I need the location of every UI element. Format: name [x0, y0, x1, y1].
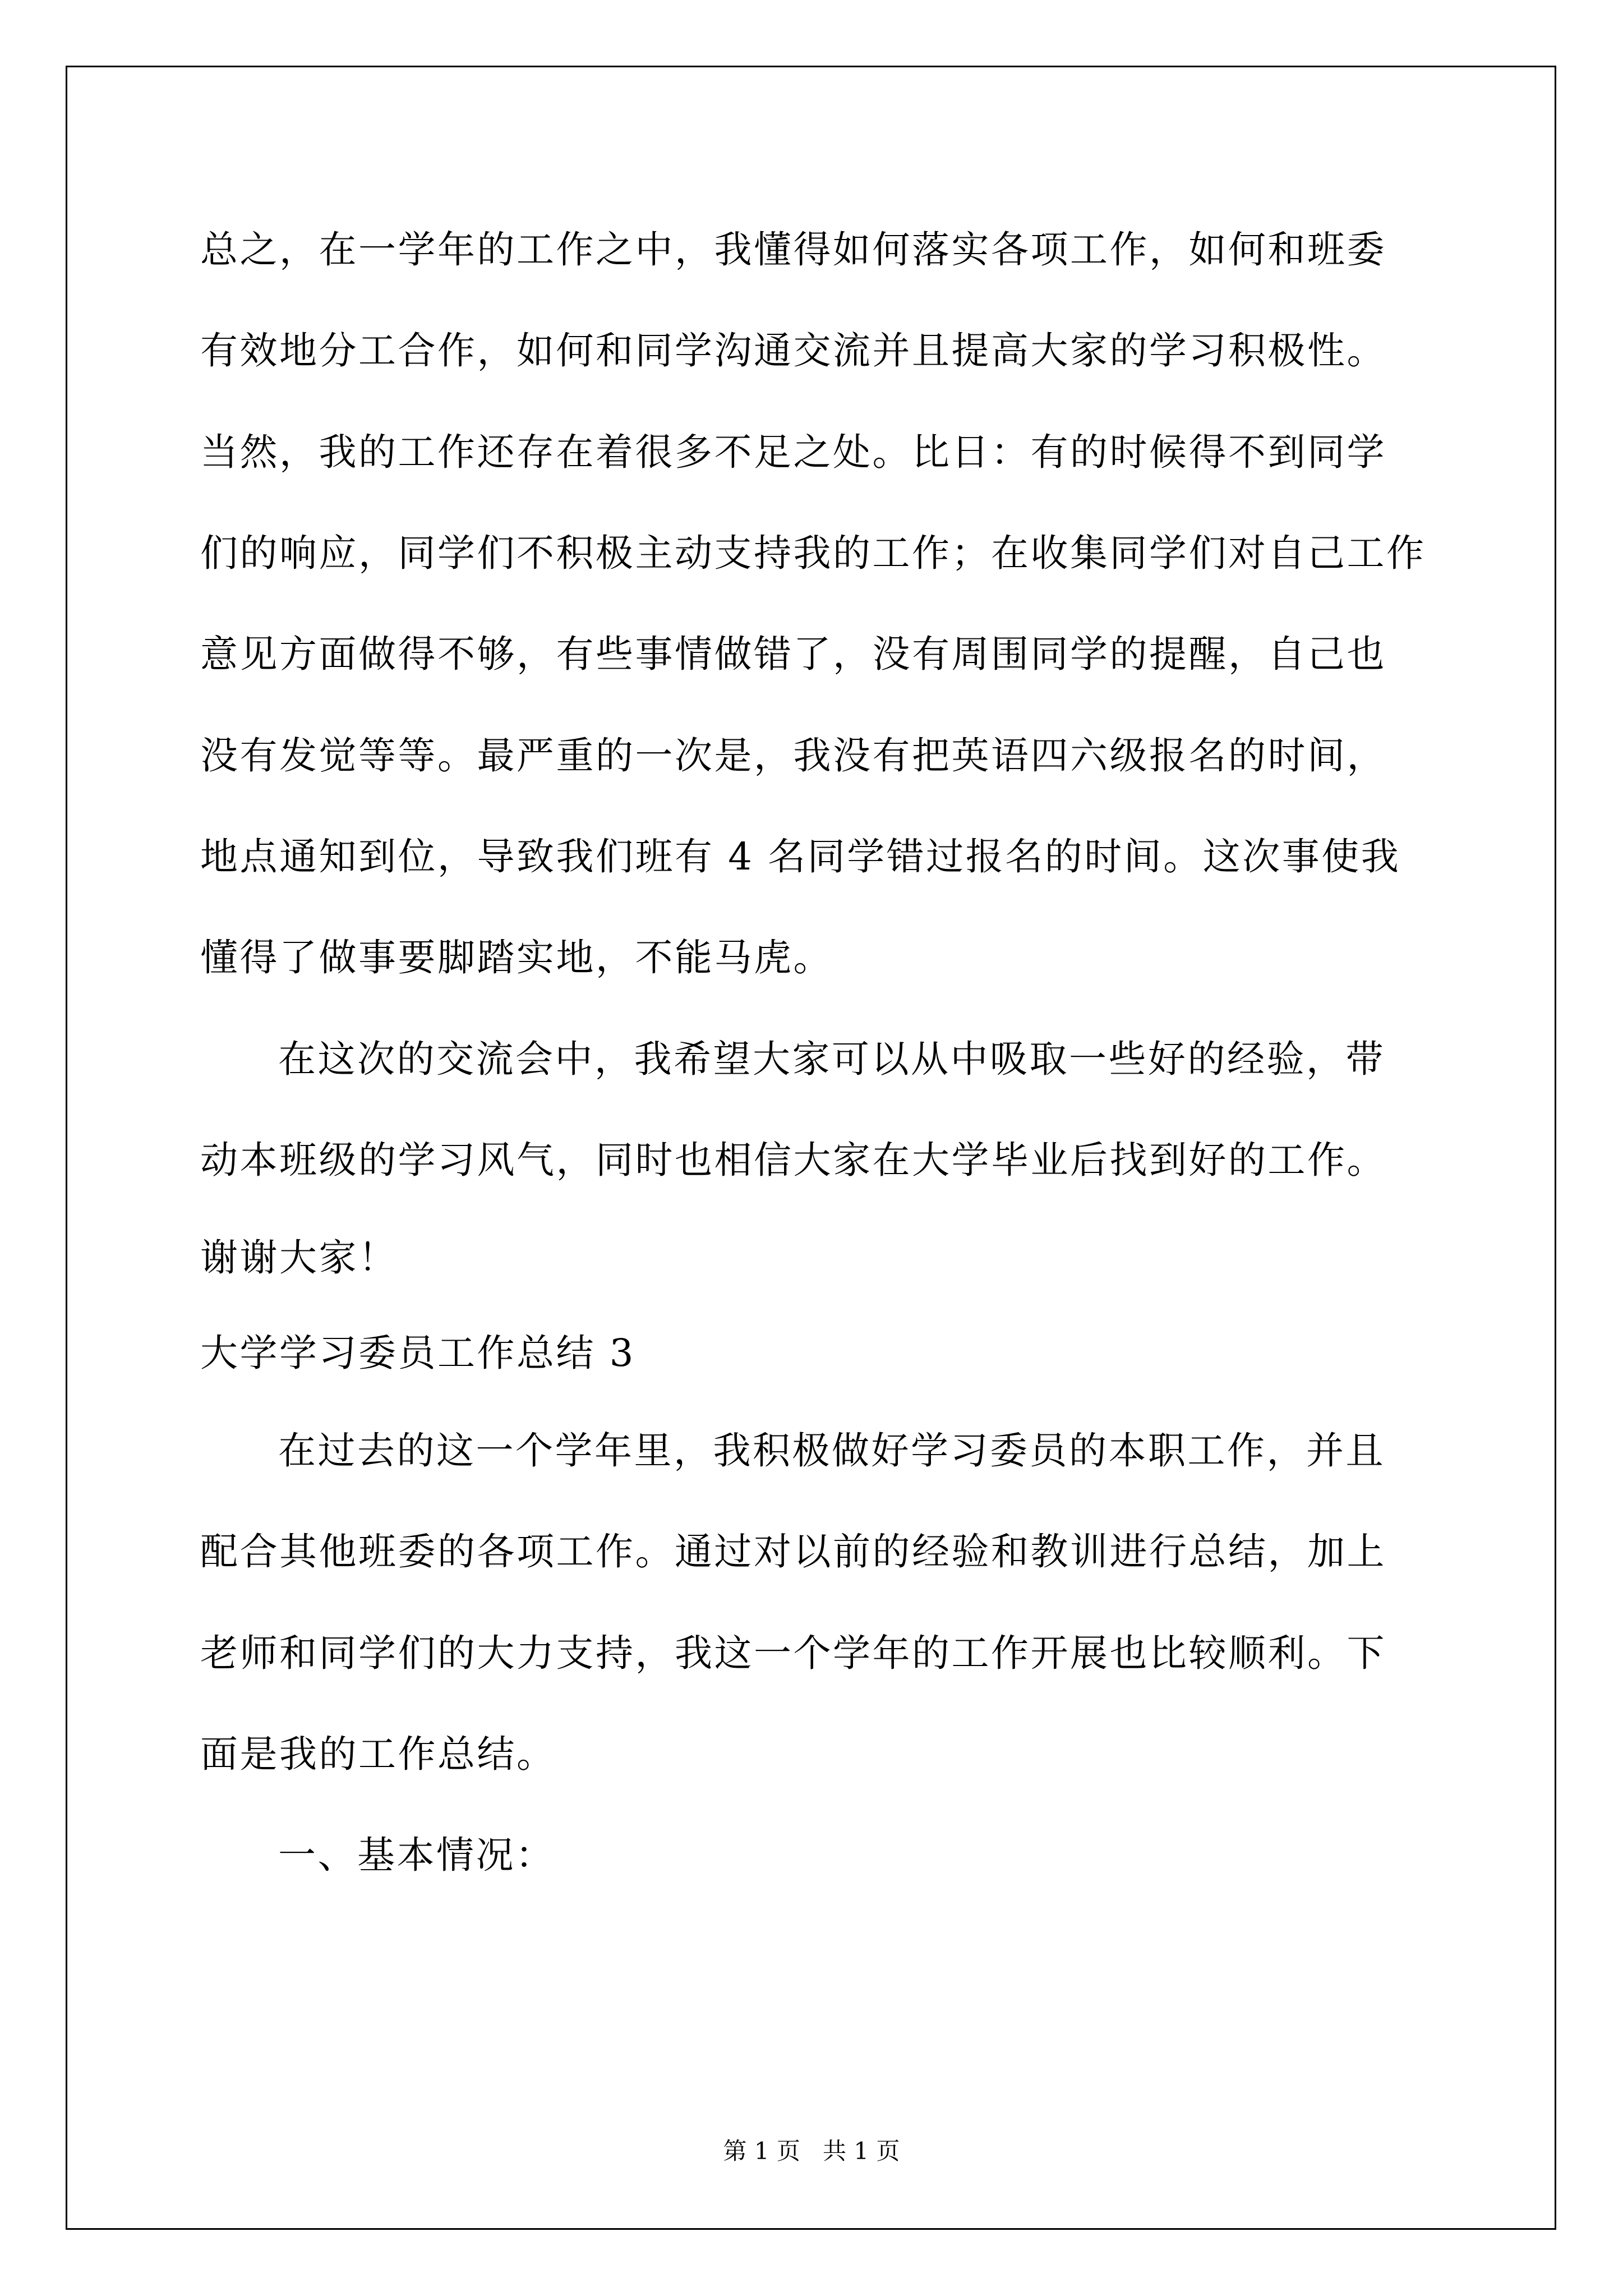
- body-text-line: 们的响应，同学们不积极主动支持我的工作；在收集同学们对自己工作: [200, 531, 1426, 575]
- body-text-line: 面是我的工作总结。: [200, 1732, 556, 1776]
- body-text-line: 总之，在一学年的工作之中，我懂得如何落实各项工作，如何和班委: [200, 228, 1386, 272]
- body-text-line: 在这次的交流会中，我希望大家可以从中吸取一些好的经验，带: [278, 1037, 1385, 1081]
- subsection-heading: 一、基本情况：: [278, 1833, 555, 1877]
- body-text-line: 当然，我的工作还存在着很多不足之处。比日：有的时候得不到同学: [200, 430, 1386, 474]
- body-text-line: 地点通知到位，导致我们班有 4 名同学错过报名的时间。这次事使我: [200, 835, 1401, 878]
- body-text-line: 老师和同学们的大力支持，我这一个学年的工作开展也比较顺利。下: [200, 1631, 1386, 1675]
- body-text-line: 有效地分工合作，如何和同学沟通交流并且提高大家的学习积极性。: [200, 329, 1386, 372]
- body-text-line: 谢谢大家！: [200, 1236, 398, 1280]
- body-text-line: 在过去的这一个学年里，我积极做好学习委员的本职工作，并且: [278, 1429, 1385, 1473]
- body-text-line: 动本班级的学习风气，同时也相信大家在大学毕业后找到好的工作。: [200, 1138, 1386, 1182]
- body-text-line: 没有发觉等等。最严重的一次是，我没有把英语四六级报名的时间，: [200, 734, 1386, 777]
- body-text-line: 懂得了做事要脚踏实地，不能马虎。: [200, 936, 833, 979]
- body-text-line: 意见方面做得不够，有些事情做错了，没有周围同学的提醒，自己也: [200, 632, 1386, 676]
- page-footer: 第 1 页 共 1 页: [723, 2137, 900, 2165]
- body-text-line: 配合其他班委的各项工作。通过对以前的经验和教训进行总结，加上: [200, 1530, 1386, 1573]
- section-heading: 大学学习委员工作总结 3: [200, 1331, 635, 1375]
